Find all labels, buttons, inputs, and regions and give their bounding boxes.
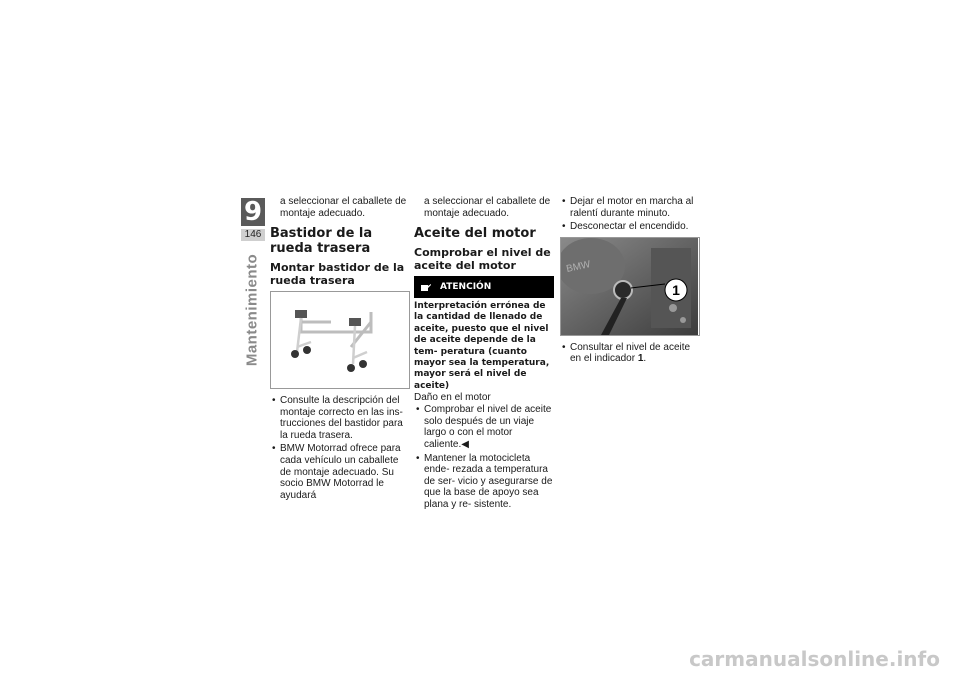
list-item: • Comprobar el nivel de aceite solo después de un viaje largo o con el motor caliente.◀	[414, 404, 554, 450]
footer-watermark: carmanualsonline.info	[689, 647, 940, 671]
oil-can-icon	[420, 282, 432, 292]
column-3	[560, 196, 700, 367]
warning-label: ATENCIÓN	[440, 282, 492, 292]
list-item: • BMW Motorrad ofrece para cada vehículo un caballete de montaje adecuado. Su socio BMW Motorrad le ayudará	[270, 443, 410, 501]
list-item: • Desconectar el encendido.	[560, 221, 700, 233]
list-item: • Consulte la descripción del montaje correcto en las ins- trucciones del bastidor para la rueda trasera.	[270, 395, 410, 441]
callout-number: 1	[672, 281, 680, 298]
section-heading: Aceite del motor	[414, 226, 536, 241]
chapter-title: Mantenimiento	[243, 253, 261, 367]
bullet-list	[414, 404, 554, 510]
warning-banner	[414, 276, 554, 298]
chapter-number: 9	[241, 198, 265, 226]
list-item	[560, 342, 700, 365]
warning-title: Interpretación errónea de la cantidad de llenado de aceite, puesto que el nivel de aceite depende de la tem- peratura (cuanto mayor sea la temperatura, mayor será el nivel de aceite)	[414, 301, 550, 391]
chapter-sidebar	[240, 250, 264, 370]
warning-text: Daño en el motor	[414, 392, 491, 404]
list-item-text: Consultar el nivel de aceite en el indicador	[570, 341, 691, 365]
section-heading: Bastidor de la rueda trasera	[270, 226, 373, 256]
list-item: • Dejar el motor en marcha al ralentí durante minuto.	[560, 196, 700, 219]
bullet-list	[560, 196, 700, 233]
subsection-heading: Comprobar el nivel de aceite del motor	[414, 246, 551, 272]
engine-photo	[561, 238, 698, 335]
page-number: 146	[241, 229, 265, 241]
callout-reference: 1	[637, 353, 644, 365]
intro-text: a seleccionar el caballete de montaje adecuado.	[280, 196, 407, 219]
list-item: • Mantener la motocicleta ende- rezada a temperatura de ser- vicio y asegurarse de que la base de apoyo sea plana y re- sistente.	[414, 453, 554, 511]
intro-text: a seleccionar el caballete de montaje adecuado.	[424, 196, 551, 219]
column-2	[414, 196, 554, 513]
bullet-list	[270, 395, 410, 501]
rear-stand-illustration	[271, 292, 409, 388]
oil-level-photo	[560, 237, 700, 336]
column-1	[270, 196, 410, 503]
brand-text: BMW	[565, 258, 592, 275]
rear-stand-figure	[270, 291, 410, 389]
list-item-end: .	[643, 353, 647, 365]
bullet-list	[560, 342, 700, 365]
subsection-heading: Montar bastidor de la rueda trasera	[270, 261, 405, 287]
